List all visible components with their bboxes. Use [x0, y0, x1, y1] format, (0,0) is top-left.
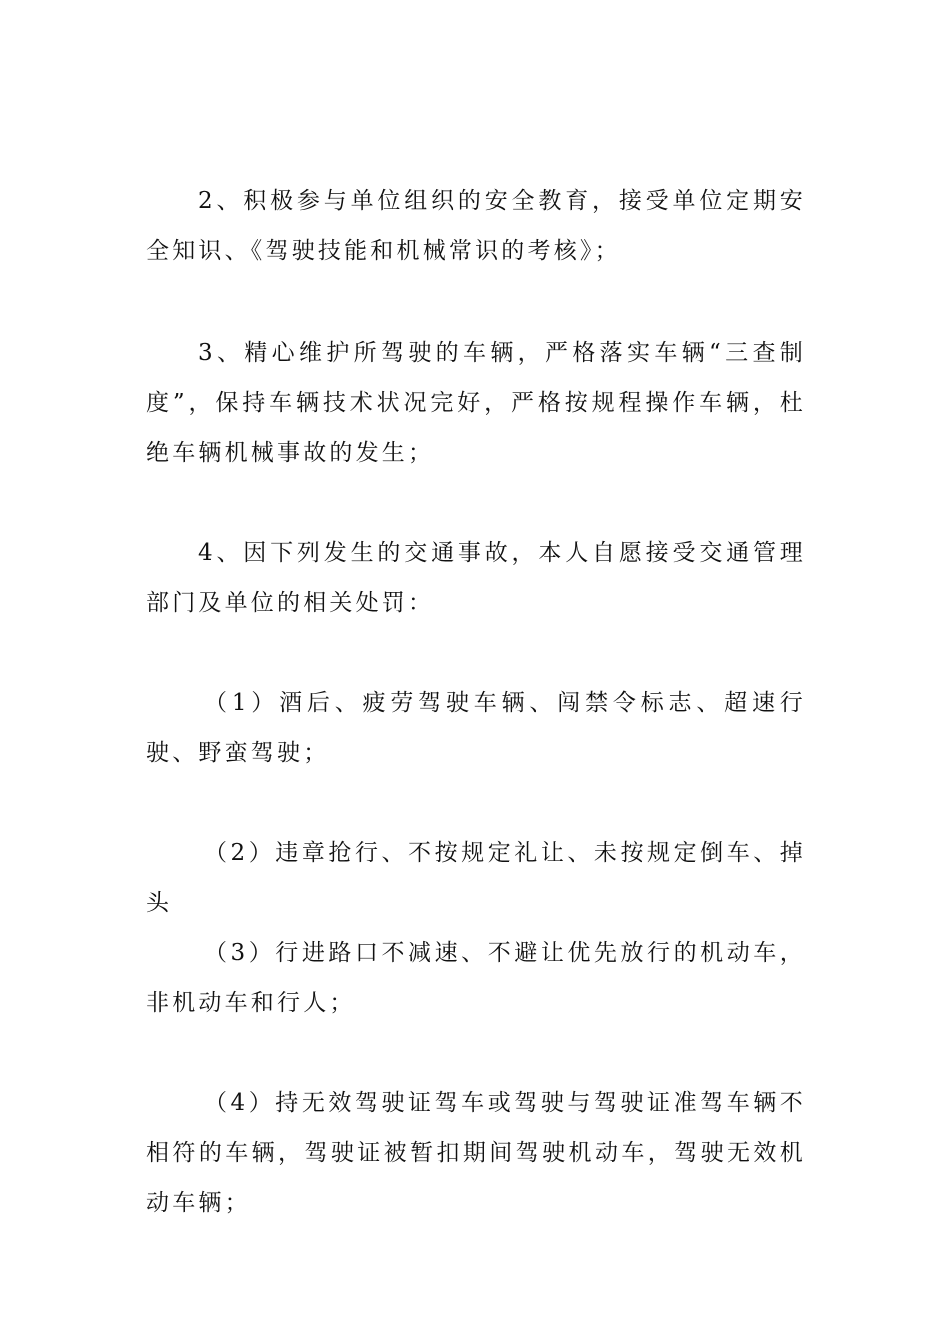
paragraph-item-3: 3、精心维护所驾驶的车辆，严格落实车辆“三查制度”，保持车辆技术状况完好，严格按规程操作车辆，杜绝车辆机械事故的发生； — [146, 340, 806, 466]
paragraph-subitem-1: （1）酒后、疲劳驾驶车辆、闯禁令标志、超速行驶、野蛮驾驶； — [146, 690, 806, 766]
paragraph-subitem-3: （3）行进路口不减速、不避让优先放行的机动车，非机动车和行人； — [146, 940, 806, 1016]
paragraph-subitem-4: （4）持无效驾驶证驾车或驾驶与驾驶证准驾车辆不相符的车辆，驾驶证被暂扣期间驾驶机动车，驾驶无效机动车辆； — [146, 1090, 806, 1216]
paragraph-item-2: 2、积极参与单位组织的安全教育，接受单位定期安全知识、《驾驶技能和机械常识的考核》； — [146, 188, 806, 264]
paragraph-subitem-2: （2）违章抢行、不按规定礼让、未按规定倒车、掉头 — [146, 840, 806, 916]
paragraph-item-4: 4、因下列发生的交通事故，本人自愿接受交通管理部门及单位的相关处罚： — [146, 540, 806, 616]
